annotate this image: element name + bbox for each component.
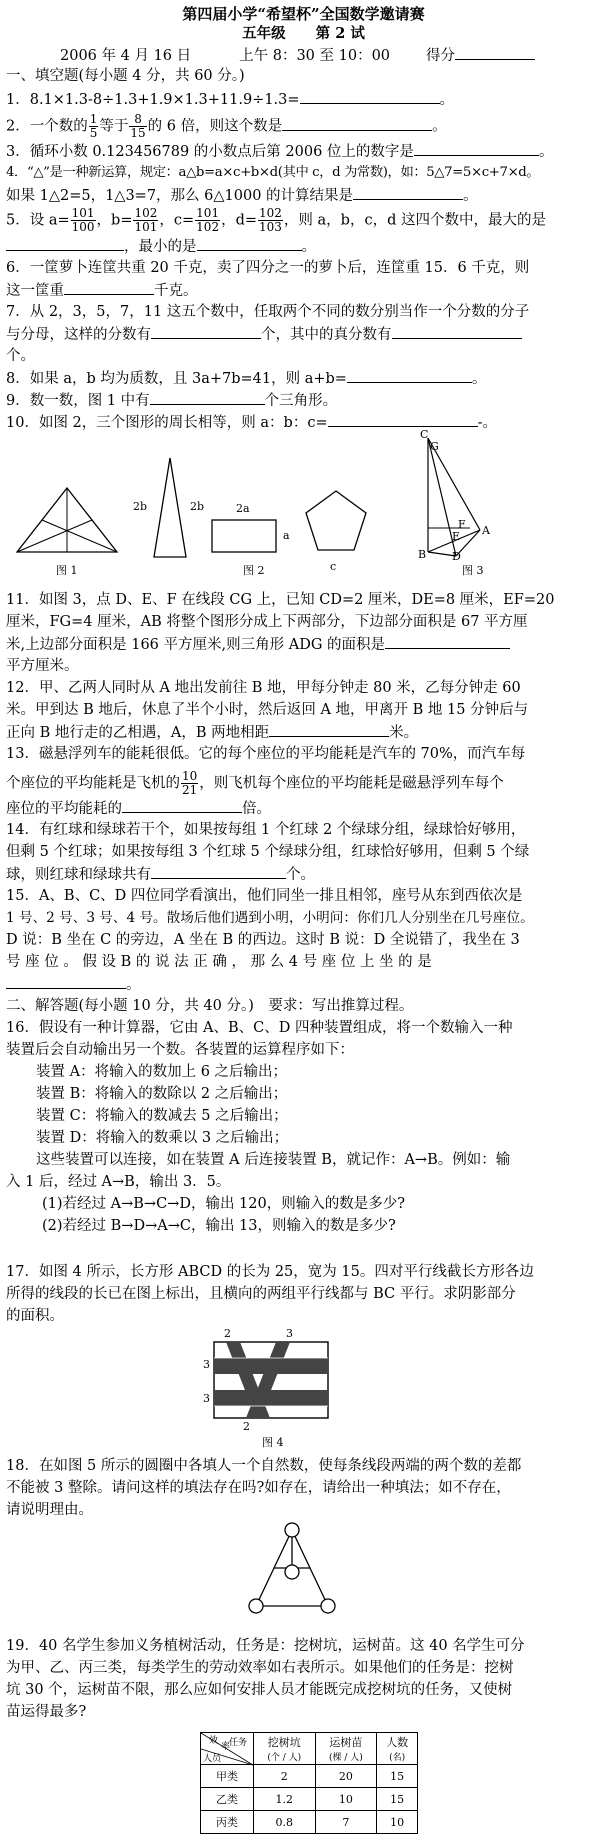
grade-round [0, 24, 607, 44]
fraction: $\frac{102}{103}$ [259, 206, 282, 234]
question-12-line2: 米。甲到达 B 地后，休息了半个小时，然后返回 A 地，甲离开 B 地 15 分钟后与 [6, 702, 529, 718]
figure-2-rectangle [210, 518, 280, 558]
q8-blank[interactable] [347, 368, 472, 383]
exam-date: 2006 年 4 月 16 日 [60, 48, 192, 64]
label-c: c [330, 560, 337, 573]
fig3-label-d: D [452, 550, 461, 563]
score-label: 得分 [426, 48, 456, 64]
question-16-line2: 装置后会自动输出另一个数。各装置的运算程序如下： [6, 1042, 354, 1058]
question-6-line1: 6．一筐萝卜连筐共重 20 千克，卖了四分之一的萝卜后，连筐重 15．6 千克，则 [6, 260, 530, 276]
question-15-line1: 15．A、B、C、D 四位同学看演出，他们同坐一排且相邻，座号从东到西依次是 [6, 888, 523, 904]
figure-1 [12, 480, 122, 560]
question-13-line1: 13．磁悬浮列车的能耗很低。它的每个座位的平均能耗是汽车的 70%，而汽车每 [6, 746, 526, 762]
question-16-line7: 这些装置可以连接，如在装置 A 后连接装置 B，就记作：A→B。例如：输 [36, 1152, 511, 1168]
fig4-label-top: 2 [224, 1327, 231, 1340]
question-17-line1: 17．如图 4 所示，长方形 ABCD 的长为 25，宽为 15。四对平行线截长方形各边 [6, 1264, 534, 1280]
question-19-line4: 苗运得最多? [6, 1704, 87, 1720]
question-16-sub1: (1)若经过 A→B→C→D，输出 120，则输入的数是多少? [42, 1196, 406, 1212]
fraction: $\frac{8}{15}$ [130, 112, 146, 140]
q7-blank-total[interactable] [151, 324, 261, 339]
q3-blank[interactable] [414, 141, 539, 156]
question-14-line3: 球，则红球和绿球共有 个。 [6, 864, 603, 885]
section1-title: 一、填空题(每小题 4 分，共 60 分。) [6, 68, 245, 84]
device-c: 装置 C：将输入的数减去 5 之后输出； [36, 1108, 288, 1124]
figure-3-caption: 图 3 [462, 564, 484, 577]
question-7-line2: 与分母，这样的分数有 个，其中的真分数有 [6, 324, 603, 345]
exam-meta [60, 45, 603, 66]
figure-4-caption: 图 4 [262, 1436, 284, 1449]
efficiency-table [200, 1732, 418, 1834]
fraction: $\frac{10}{21}$ [182, 769, 198, 797]
figure-2-triangle [150, 455, 190, 565]
question-5-line2: ，最小的是 。 [6, 236, 603, 257]
q15-blank[interactable] [6, 974, 126, 989]
fig4-label-bottom: 2 [243, 1420, 250, 1433]
question-4-line2: 如果 1△2=5，1△3=7，那么 6△1000 的计算结果是 。 [6, 185, 603, 206]
label-2a: 2a [236, 502, 250, 515]
question-16-sub2: (2)若经过 B→D→A→C，输出 13，则输入的数是多少? [42, 1218, 396, 1234]
q7-blank-proper[interactable] [392, 324, 522, 339]
q11-blank[interactable] [385, 634, 510, 649]
question-17-line2: 所得的线段的长已在图上标出，且横向的两组平行线都与 BC 平行。求阴影部分 [6, 1286, 516, 1302]
header-carry: 运树苗 (棵 / 人) [315, 1733, 377, 1765]
fig4-label-left-b: 3 [203, 1392, 210, 1405]
question-19-line2: 为甲、乙、丙三类，每类学生的劳动效率如右表所示。如果他们的任务是：挖树 [6, 1660, 514, 1676]
q6-blank[interactable] [64, 280, 154, 295]
circle-bottom-right[interactable] [321, 1599, 335, 1613]
fraction: $\frac{1}{5}$ [89, 112, 98, 140]
question-7-line3: 个。 [6, 348, 35, 364]
fraction: $\frac{101}{102}$ [196, 206, 220, 234]
question-14-line2: 但剩 5 个红球；如果按每组 3 个红球 5 个绿球分组，红球恰好够用，但剩 5 个绿 [6, 844, 530, 860]
question-13-line3: 座位的平均能耗的 倍。 [6, 798, 603, 819]
label-a: a [283, 529, 290, 542]
score-blank[interactable] [455, 45, 535, 60]
q13-blank[interactable] [122, 798, 242, 813]
question-4-line1: 4．“△”是一种新运算，规定：a△b=a×c+b×d(其中 c，d 为常数)，如：5△7=5×c+7×d。 [6, 165, 540, 180]
figure-2-caption: 图 2 [243, 564, 265, 577]
table-row: 甲类 2 20 15 [201, 1765, 418, 1788]
question-15-line5: 。 [6, 974, 603, 995]
fig4-label-top-right: 3 [286, 1327, 293, 1340]
figure-1-caption: 图 1 [56, 564, 78, 577]
exam-time: 上午 8：30 至 10：00 [239, 48, 391, 64]
circle-top[interactable] [285, 1523, 299, 1537]
figure-2-pentagon [303, 488, 369, 558]
q14-blank[interactable] [151, 864, 286, 879]
question-3: 3．循环小数 0.123456789 的小数点后第 2006 位上的数字是 。 [6, 141, 603, 162]
figure-5 [246, 1520, 338, 1620]
question-11-line3: 米,上边部分面积是 166 平方厘米,则三角形 ADG 的面积是 [6, 634, 603, 655]
fig3-label-e: E [452, 530, 461, 543]
question-10: 10．如图 2，三个图形的周长相等，则 a：b：c= -。 [6, 412, 603, 433]
question-12-line1: 12．甲、乙两人同时从 A 地出发前往 B 地，甲每分钟走 80 米，乙每分钟走 60 [6, 680, 521, 696]
figure-4 [212, 1340, 332, 1424]
q5-blank-min[interactable] [197, 236, 302, 251]
question-15-line4: 号 座 位 。 假 设 B 的 说 法 正 确 ， 那 么 4 号 座 位 上 坐 的 是 [6, 954, 432, 970]
question-17-line3: 的面积。 [6, 1308, 64, 1324]
question-15-line3: D 说：B 坐在 C 的旁边，A 坐在 B 的西边。这时 B 说：D 全说错了，我坐在 3 [6, 932, 520, 948]
q5-blank-max[interactable] [6, 236, 124, 251]
grade: 五年级 [242, 25, 286, 42]
circle-bottom-left[interactable] [249, 1599, 263, 1613]
question-14-line1: 14．有红球和绿球若干个，如果按每组 1 个红球 2 个绿球分组，绿球恰好够用， [6, 822, 526, 838]
table-row: 乙类 1.2 10 15 [201, 1788, 418, 1811]
header-dig: 挖树坑 (个 / 人) [254, 1733, 316, 1765]
question-5-line1: 5．设 a= $\frac{101}{100}$ ，b= $\frac{102}{101}$ ，c= $\frac{101}{102}$ ，d= $\frac{102}{103}$ ，则 a，b，c，d 这四个数中，最大的是 [6, 206, 546, 234]
q10-blank[interactable] [328, 412, 478, 427]
question-18-line2: 不能被 3 整除。请问这样的填法存在吗?如存在，请给出一种填法；如不存在， [6, 1480, 511, 1496]
table-corner-cell [201, 1733, 254, 1765]
fig3-label-c: C [420, 428, 429, 441]
question-1: 1．8.1×1.3-8÷1.3+1.9×1.3+11.9÷1.3= 。 [6, 89, 603, 110]
section2-title: 二、解答题(每小题 10 分，共 40 分。) 要求：写出推算过程。 [6, 998, 414, 1014]
question-18-line3: 请说明理由。 [6, 1502, 93, 1518]
question-6-line2: 这一筐重 千克。 [6, 280, 603, 301]
label-2b-right: 2b [190, 500, 205, 513]
question-8: 8．如果 a，b 均为质数，且 3a+7b=41，则 a+b= 。 [6, 368, 603, 389]
fig3-label-f: F [458, 518, 466, 531]
corner-top: 效 [209, 1736, 219, 1746]
q9-blank[interactable] [150, 390, 265, 405]
header-count: 人数 (名) [377, 1733, 418, 1765]
table-row: 丙类 0.8 7 10 [201, 1811, 418, 1834]
circle-center[interactable] [285, 1565, 299, 1579]
question-9: 9．数一数，图 1 中有 个三角形。 [6, 390, 603, 411]
question-7-line1: 7．从 2，3，5，7，11 这五个数中，任取两个不同的数分别当作一个分数的分子 [6, 304, 530, 320]
corner-people: 人员 [203, 1754, 222, 1764]
q12-blank[interactable] [269, 722, 389, 737]
q2-blank[interactable] [282, 116, 432, 131]
q4-blank[interactable] [353, 185, 463, 200]
corner-task: 任务 [229, 1738, 248, 1748]
corner-mid: 率 [221, 1742, 231, 1752]
question-11-line4: 平方厘米。 [6, 658, 79, 674]
question-19-line3: 坑 30 个，运树苗不限，那么应如何安排人员才能既完成挖树坑的任务，又使树 [6, 1682, 513, 1698]
fig4-label-left-a: 3 [203, 1358, 210, 1371]
device-d: 装置 D：将输入的数乘以 3 之后输出； [36, 1130, 289, 1146]
round: 第 2 试 [315, 25, 365, 42]
question-18-line1: 18．在如图 5 所示的圆圈中各填人一个自然数，使每条线段两端的两个数的差都 [6, 1458, 522, 1474]
fraction: $\frac{101}{100}$ [71, 206, 95, 234]
device-b: 装置 B：将输入的数除以 2 之后输出； [36, 1086, 288, 1102]
question-12-line3: 正向 B 地行走的乙相遇，A，B 两地相距 米。 [6, 722, 603, 743]
fig3-label-b: B [418, 548, 427, 561]
question-11-line1: 11．如图 3，点 D、E、F 在线段 CG 上，已知 CD=2 厘米，DE=8 厘米，EF=20 [6, 592, 555, 608]
question-19-line1: 19．40 名学生参加义务植树活动，任务是：挖树坑，运树苗。这 40 名学生可分 [6, 1638, 525, 1654]
exam-title: 第四届小学“希望杯”全国数学邀请赛 [182, 5, 425, 23]
fig3-label-g: G [430, 440, 439, 453]
fraction: $\frac{102}{101}$ [134, 206, 158, 234]
label-2b-left: 2b [133, 500, 148, 513]
question-13-line2: 个座位的平均能耗是飞机的 $\frac{10}{21}$ ，则飞机每个座位的平均能耗是磁悬浮列车每个 [6, 769, 504, 797]
question-2: 2．一个数的 $\frac{1}{5}$ 等于 $\frac{8}{15}$ 的 6 倍，则这个数是 。 [6, 112, 447, 140]
question-11-line2: 厘米，FG=4 厘米，AB 将整个图形分成上下两部分，下边部分面积是 67 平方厘 [6, 614, 528, 630]
fig3-label-a: A [482, 524, 490, 537]
device-a: 装置 A：将输入的数加上 6 之后输出； [36, 1064, 288, 1080]
question-15-line2: 1 号、2 号、3 号、4 号。散场后他们遇到小明，小明问：你们几人分别坐在几号座位。 [6, 910, 534, 926]
q1-blank[interactable] [300, 89, 440, 104]
question-16-line1: 16．假设有一种计算器，它由 A、B、C、D 四种装置组成，将一个数输入一种 [6, 1020, 513, 1036]
question-16-line8: 入 1 后，经过 A→B，输出 3．5。 [6, 1174, 231, 1190]
